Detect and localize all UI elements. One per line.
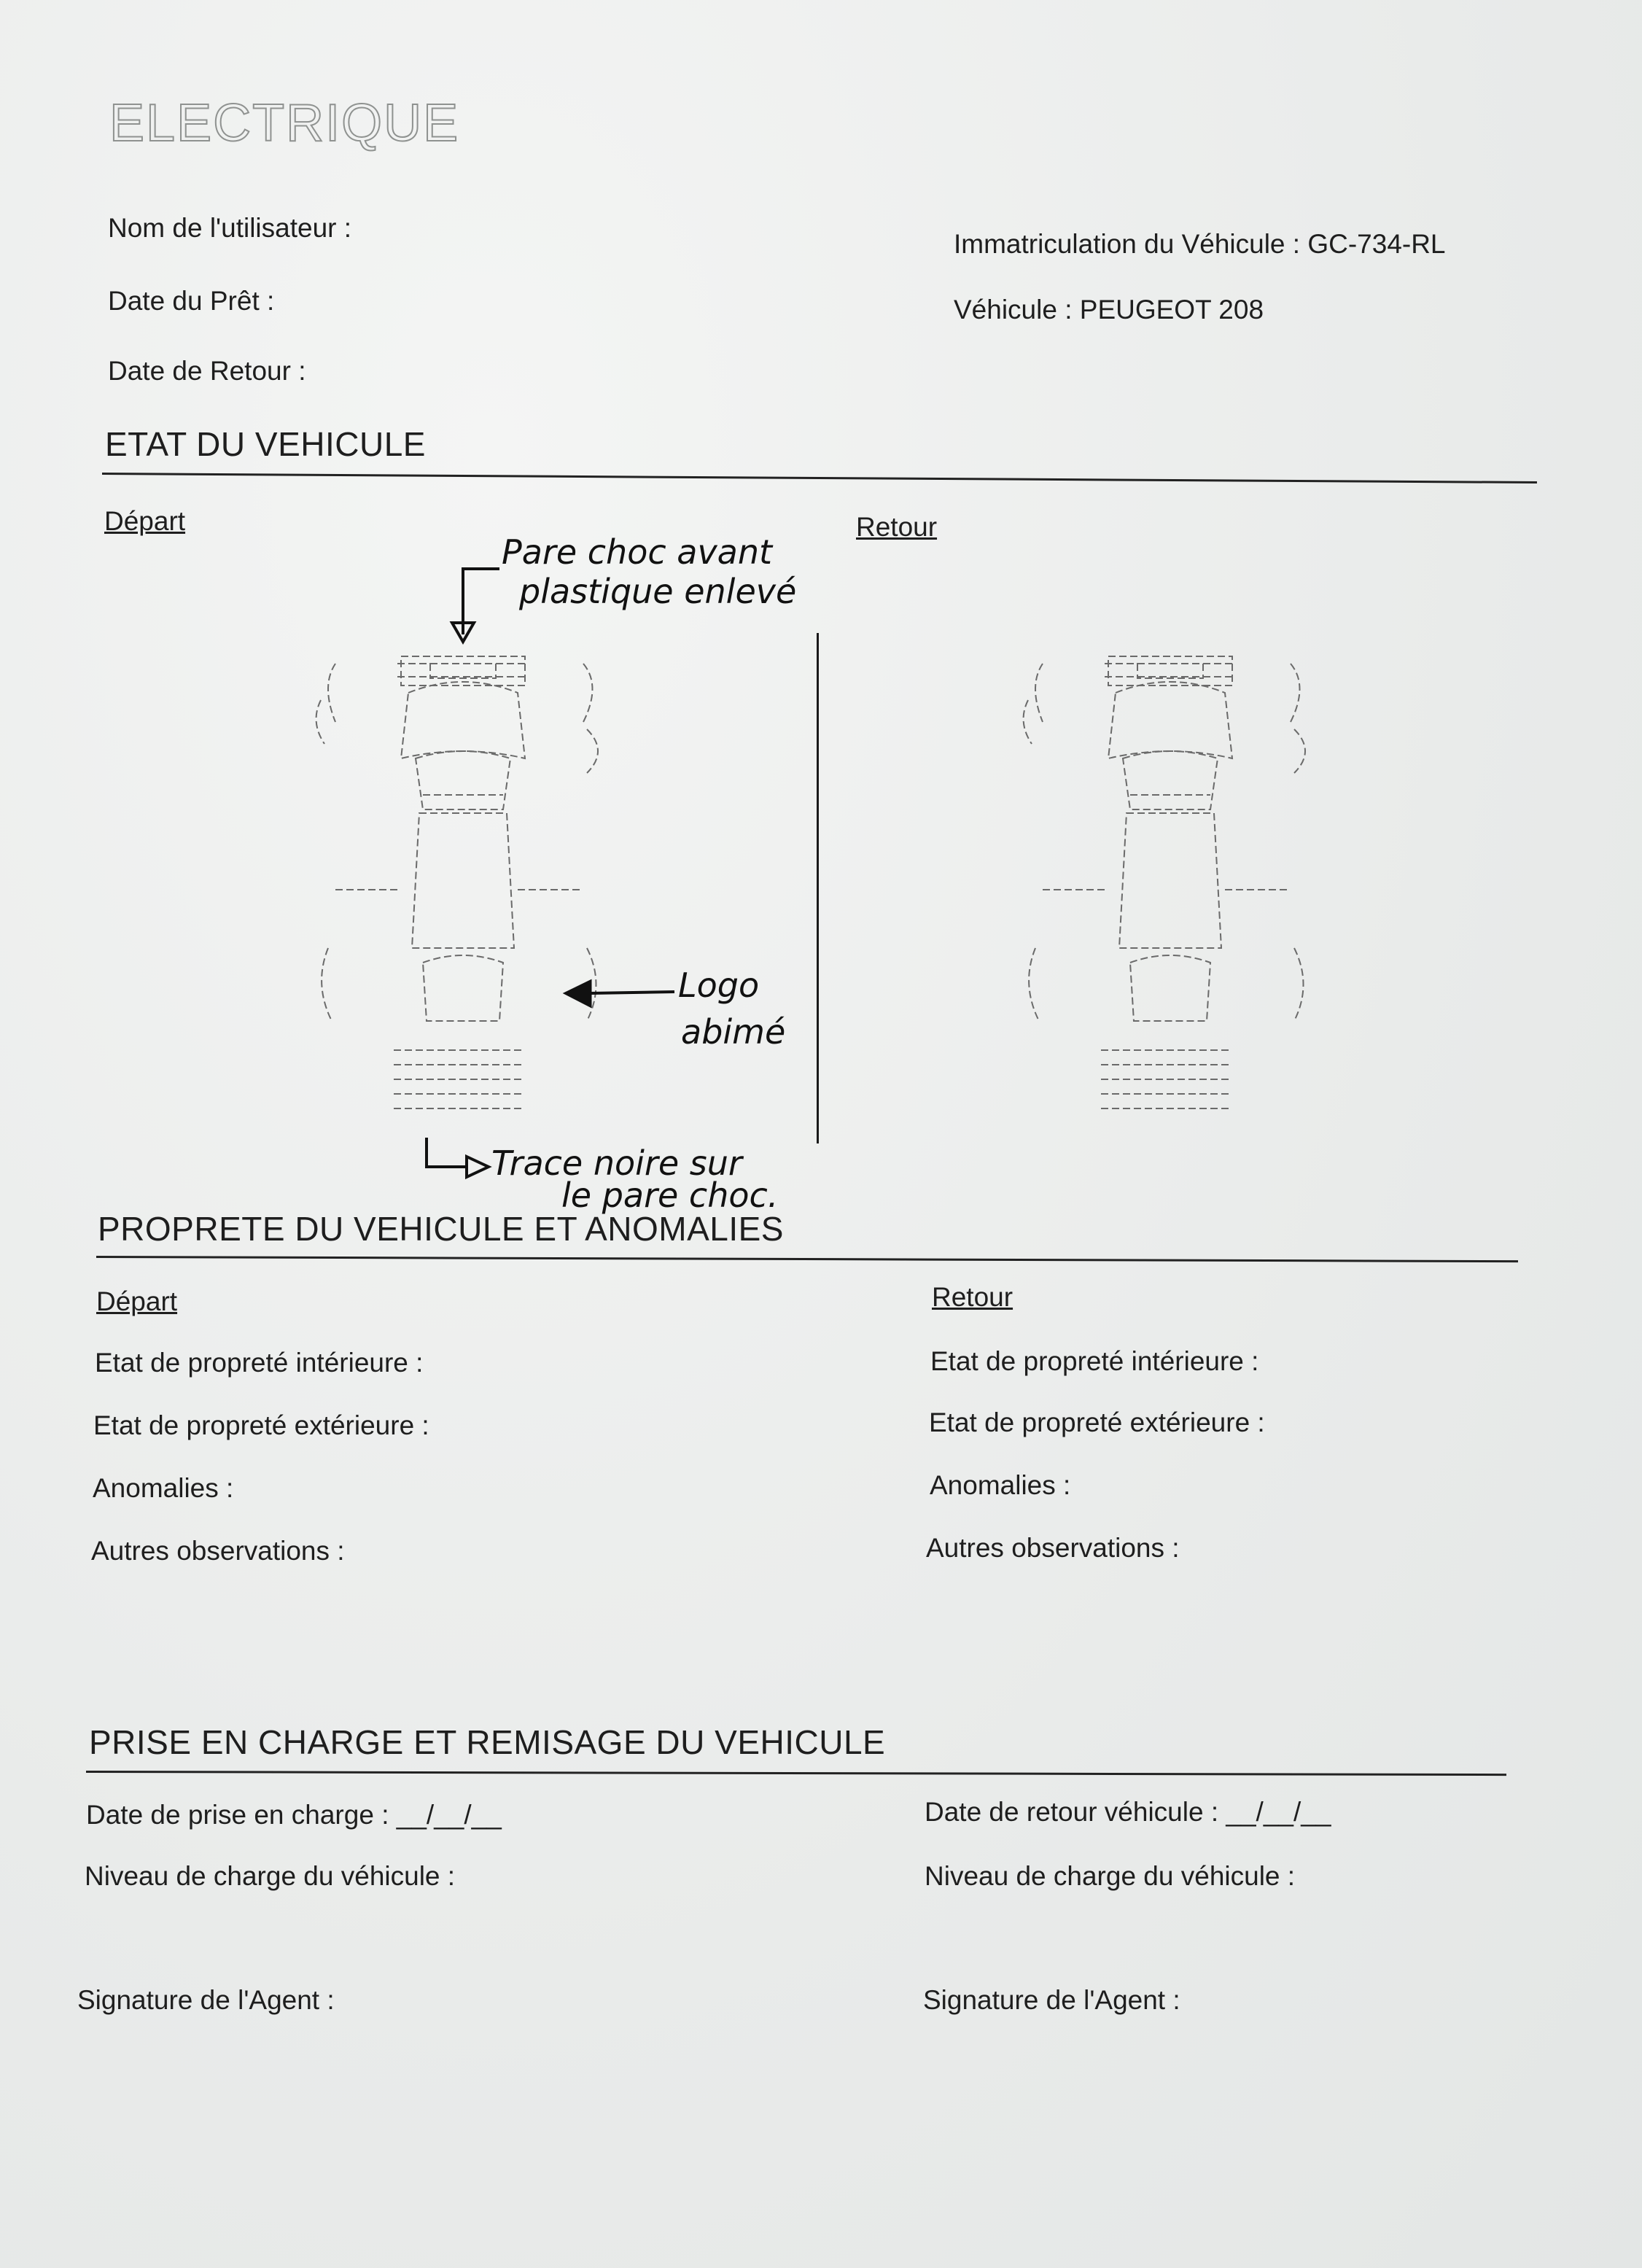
annotation-logo-arrow-icon — [561, 977, 678, 1021]
car-diagram-retour — [1013, 642, 1327, 1152]
section-heading-prise: PRISE EN CHARGE ET REMISAGE DU VEHICULE — [89, 1723, 886, 1761]
annotation-logo-line2: abimé — [681, 1012, 786, 1052]
charge-level-left-label: Niveau de charge du véhicule : — [85, 1861, 456, 1891]
loan-date-label: Date du Prêt : — [108, 286, 275, 316]
retour-exterior-label: Etat de propreté extérieure : — [929, 1407, 1265, 1437]
section-heading-proprete: PROPRETE DU VEHICULE ET ANOMALIES — [98, 1210, 784, 1248]
annotation-front-line2: plastique enlevé — [519, 572, 797, 611]
proprete-retour-label: Retour — [932, 1282, 1013, 1312]
form-title: ELECTRIQUE — [109, 94, 460, 152]
annotation-rear-line2: le pare choc. — [561, 1176, 779, 1215]
annotation-rear-line1: Trace noire sur — [491, 1143, 742, 1183]
diagram-divider — [817, 633, 819, 1143]
charge-level-right-label: Niveau de charge du véhicule : — [925, 1861, 1296, 1891]
user-name-label: Nom de l'utilisateur : — [108, 213, 352, 243]
etat-depart-label: Départ — [104, 506, 186, 536]
section-heading-etat: ETAT DU VEHICULE — [105, 425, 426, 463]
depart-interior-label: Etat de propreté intérieure : — [95, 1348, 424, 1378]
retour-anomalies-label: Anomalies : — [930, 1470, 1071, 1500]
depart-observations-label: Autres observations : — [91, 1536, 345, 1566]
depart-exterior-label: Etat de propreté extérieure : — [93, 1410, 429, 1440]
plate-label: Immatriculation du Véhicule : GC-734-RL — [954, 229, 1446, 259]
etat-retour-label: Retour — [856, 512, 938, 542]
pickup-date-label: Date de prise en charge : __/__/__ — [86, 1800, 502, 1830]
annotation-front-arrow-icon — [452, 562, 510, 649]
car-diagram-depart — [306, 642, 620, 1152]
retour-interior-label: Etat de propreté intérieure : — [930, 1346, 1259, 1376]
annotation-rear-arrow-icon — [423, 1138, 496, 1181]
vehicle-label: Véhicule : PEUGEOT 208 — [954, 295, 1264, 325]
return-date-label: Date de Retour : — [108, 356, 306, 386]
annotation-front-line1: Pare choc avant — [502, 532, 773, 572]
signature-right-label: Signature de l'Agent : — [923, 1985, 1180, 2015]
signature-left-label: Signature de l'Agent : — [77, 1985, 335, 2015]
return-date-vehicle-label: Date de retour véhicule : __/__/__ — [925, 1797, 1331, 1827]
depart-anomalies-label: Anomalies : — [93, 1473, 234, 1503]
proprete-depart-label: Départ — [96, 1286, 178, 1316]
retour-observations-label: Autres observations : — [926, 1533, 1180, 1563]
annotation-logo-line1: Logo — [678, 966, 760, 1005]
